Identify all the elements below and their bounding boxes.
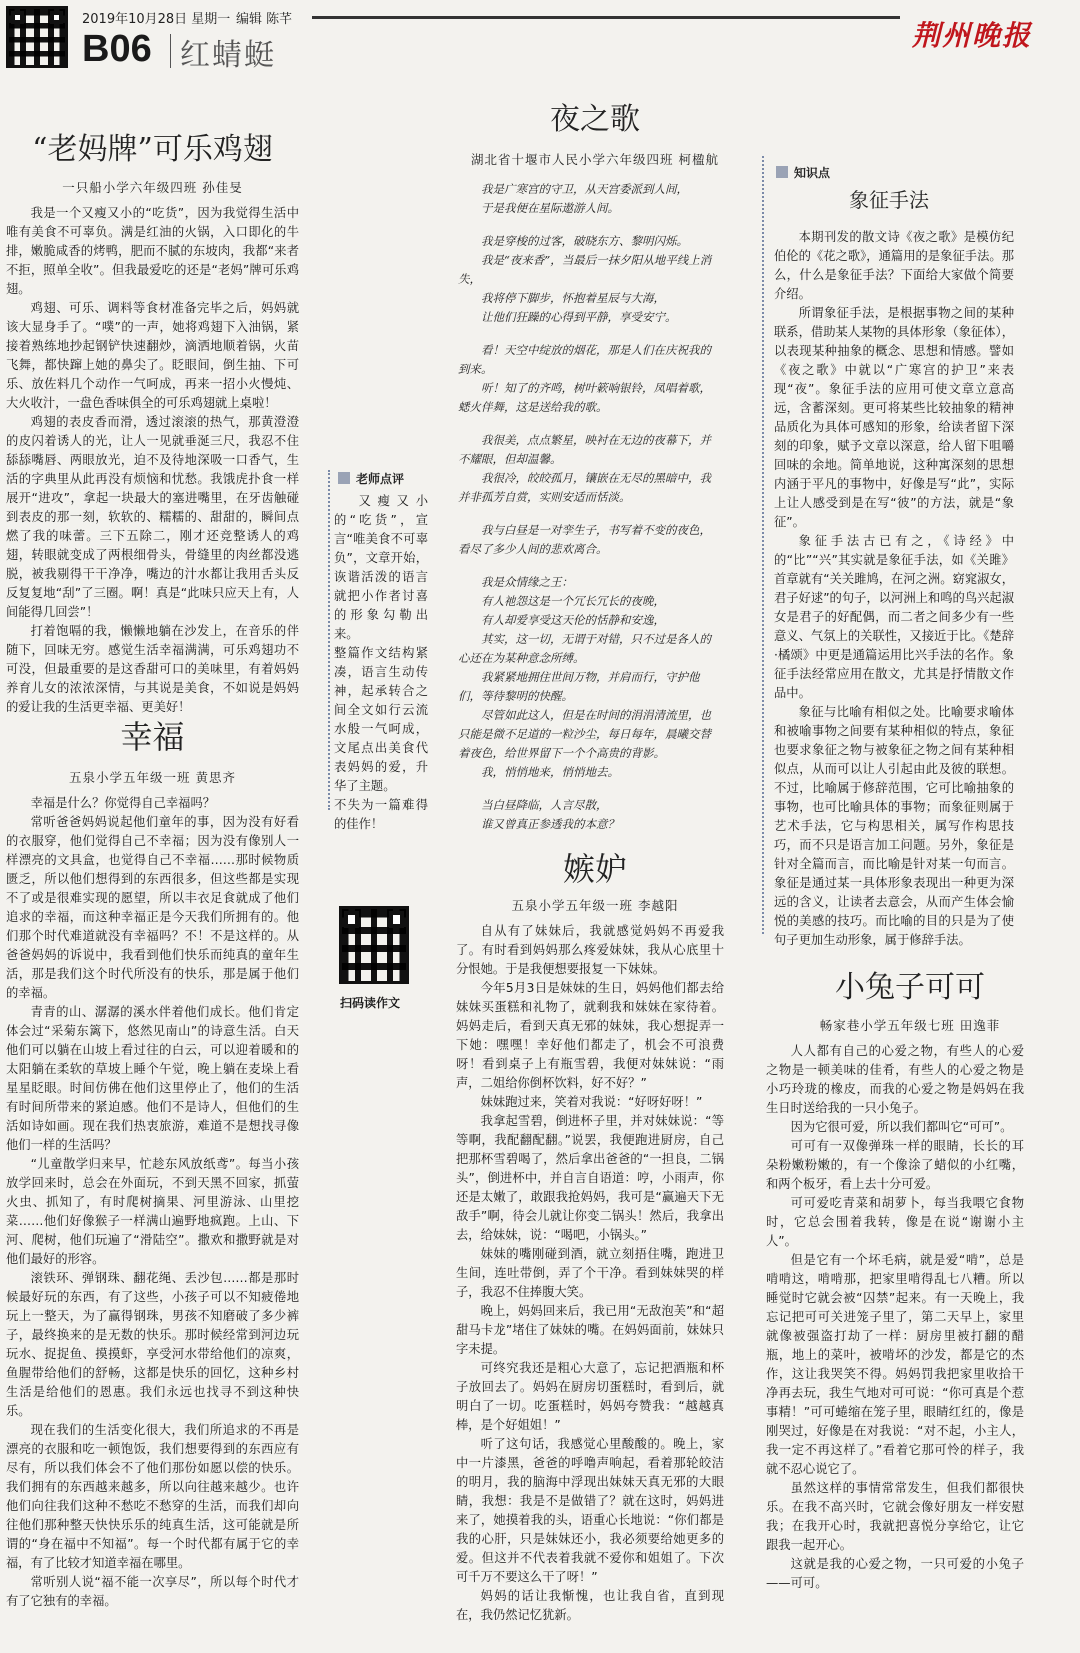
poem-title: 夜之歌 xyxy=(550,102,640,137)
poem-stanza xyxy=(458,796,720,834)
square-bullet-icon xyxy=(338,472,350,484)
poem-line: 于是我便在星际遨游人间。 xyxy=(481,201,619,215)
paragraph: 本期刊发的散文诗《夜之歌》是模仿纪伯伦的《花之歌》，通篇用的是象征手法。那么，什么是象征手法？下面给大家做个简要介绍。 xyxy=(774,230,1014,301)
knowledge-box xyxy=(762,156,1026,947)
paragraph: 鸡翅、可乐、调料等食材准备完毕之后，妈妈就该大显身手了。“噗”的一声，她将鸡翅下入油锅，紧接着熟练地抄起钢铲快速翻炒，滴洒地顺着锅，火苗飞舞，都快蹿上她的鼻尖了。眨眼间，倒生抽、下可乐、放佐料几个动作一气呵成，再来一招小火慢炖、大火收汁，一盘色香味俱全的可乐鸡翅就上桌啦！ xyxy=(6,301,299,410)
scan-label: 扫码读作文 xyxy=(340,996,401,1010)
poem-line: 我将停下脚步，怀抱着星辰与大海， xyxy=(481,291,665,305)
column-divider xyxy=(328,470,330,810)
paragraph: 因为它很可爱，所以我们都叫它“可可”。 xyxy=(790,1120,1013,1134)
paragraph: 晚上，妈妈回来后，我已用“无敌泡芙”和“超甜马卡龙”堵住了妹妹的嘴。在妈妈面前，妹妹只字未提。 xyxy=(456,1304,724,1356)
poem-byline: 湖北省十堰市人民小学六年级四班 柯楹航 xyxy=(471,152,719,167)
editor-name: 编辑 陈芊 xyxy=(236,12,293,27)
newspaper-logo: 荆州晚报 xyxy=(912,19,1033,52)
paragraph: 滚铁环、弹钢珠、翻花绳、丢沙包……都是那时候最好玩的东西，有了这些，小孩子可以不知疲倦地玩上一整天，为了赢得钢珠，男孩不知磨破了多少裤子，最终换来的是无数的快乐。那时候经常到河边玩玩水、捉捉鱼、摸摸虾，享受河水带给他们的凉爽，鱼腥带给他们的舒畅，这都是快乐的回忆，这种乡村生活是给他们的恩惠。我们永远也找寻不到这种快乐。 xyxy=(6,1271,299,1418)
poem-line: 尽管如此这人，但是在时间的涓涓清流里，也只能是微不足道的一粒沙尘，每日每年，晨曦交替着夜色，给世界留下一个个高贵的背影。 xyxy=(458,708,711,760)
paragraph: 妹妹的嘴刚碰到酒，就立刻捂住嘴，跑进卫生间，连吐带倒，弄了个干净。看到妹妹哭的样子，我忍不住捧腹大笑。 xyxy=(456,1247,724,1299)
knowledge-label xyxy=(776,164,830,181)
knowledge-title: 象征手法 xyxy=(849,188,929,212)
article1-byline: 一只船小学六年级四班 孙佳旻 xyxy=(62,180,243,195)
poem-line: 我，悄悄地来，悄悄地去。 xyxy=(481,765,619,779)
teacher-comment-text: 又瘦又小的“吃货”，宣言“唯美食不可辜负”，文章开始，诙谐活泼的语言就把小作者讨喜的形象勾勒出来。 整篇作文结构紧凑，语言生动传神，起承转合之间全文如行云流水般一气呵成，文尾点出美食代表妈妈的爱，升华了主题。 不失为一篇难得的佳作！ xyxy=(334,494,428,831)
article3-title: 嫉妒 xyxy=(562,850,627,888)
poem-line: 我紧紧地拥住世间万物，并肩而行，守护他们，等待黎明的快醒。 xyxy=(458,670,700,703)
article4-title: 小兔子可可 xyxy=(835,970,985,1005)
poem-line: 当白昼降临，人言尽散， xyxy=(481,798,608,812)
header-rule xyxy=(312,16,900,19)
paragraph: 象征手法古已有之，《诗经》中的“比”“兴”其实就是象征手法，如《关雎》首章就有“关关雎鸠，在河之洲。窈窕淑女，君子好逑”的句子，以河洲上和鸣的鸟兴起淑女是君子的好配偶，而二者之间多少有一些意义、气氛上的关联性，又接近于比。《楚辞·橘颂》中更是通篇运用比兴手法的名作。象征手法经常应用在散文，尤其是抒情散文作品中。 xyxy=(774,534,1015,700)
paragraph: 听了这句话，我感觉心里酸酸的。晚上，家中一片漆黑，爸爸的呼噜声响起，看着那轮皎洁的明月，我的脑海中浮现出妹妹天真无邪的大眼睛，我想：我是不是做错了？就在这时，妈妈进来了，她摸着我的头，语重心长地说：“你们都是我的心肝，只是妹妹还小，我必须要给她更多的爱。但这并不代表着我就不爱你和姐姐了。下次可千万不要这么干了呀！” xyxy=(456,1437,724,1584)
issue-date: 2019年10月28日 星期一 xyxy=(82,12,231,27)
paragraph: 青青的山、潺潺的溪水伴着他们成长。他们肯定体会过“采菊东篱下，悠然见南山”的诗意生活。白天他们可以躺在山坡上看过往的白云，可以迎着暖和的太阳躺在柔软的草坡上睡个午觉，晚上躺在麦垛上看星星眨眼。时间仿佛在他们这里停止了，他们的生活有时间所带来的紧迫感。他们不是诗人，但他们的生活如诗如画。现在我们热衷旅游，难道不是想找寻像他们一样的生活吗？ xyxy=(6,1005,299,1152)
paragraph: 幸福是什么？你觉得自己幸福吗？ xyxy=(30,796,216,810)
article1-title: “老妈牌”可乐鸡翅 xyxy=(32,132,273,167)
poem-body xyxy=(458,180,720,848)
header-qr-code[interactable] xyxy=(6,6,68,68)
article2-title: 幸福 xyxy=(120,718,185,756)
paragraph: 妈妈的话让我惭愧，也让我自省，直到现在，我仍然记忆犹新。 xyxy=(456,1589,724,1622)
article3-body xyxy=(456,922,724,1625)
paragraph: 常听别人说“福不能一次享尽”，所以每个时代才有了它独有的幸福。 xyxy=(6,1575,299,1608)
header-divider xyxy=(170,34,171,68)
poem-line: 我是穿梭的过客，破晓东方、黎明闪烁。 xyxy=(481,234,688,248)
paragraph: 我是一个又瘦又小的“吃货”，因为我觉得生活中唯有美食不可辜负。满是红油的火锅，入口即化的牛排，嫩脆咸香的烤鸭，肥而不腻的东坡肉，我都“来者不拒，照单全收”。但我最爱吃的还是“老妈”牌可乐鸡翅。 xyxy=(6,206,299,296)
paragraph: 鸡翅的表皮香而滑，透过滚滚的热气，那黄澄澄的皮闪着诱人的光，让人一见就垂涎三尺，我忍不住舔舔嘴唇、两眼放光，迫不及待地深吸一口香气，生活的字典里从此再没有烦恼和忧愁。我饿虎扑食一样展开“进攻”，拿起一块最大的塞进嘴里，在牙齿触碰到表皮的那一刻，软软的、糯糯的、甜甜的，瞬间点燃了我的味蕾。三下五除二，刚才还竞整诱人的鸡翅，转眼就变成了两根细骨头，骨缝里的肉丝都没逃脱，被我剔得干干净净，嘴边的汁水都让我用舌头反反复复地“刮”了三圈。啊！真是“此味只应天上有，人间能得几回尝”！ xyxy=(6,415,299,619)
paragraph: “儿童散学归来早，忙趁东风放纸鸢”。每当小孩放学回来时，总会在外面玩，不到天黑不回家，抓萤火虫、抓知了，有时爬树摘果、河里游泳、山里挖菜……他们好像猴子一样满山遍野地疯跑。上山、下河、爬树，他们玩遍了“滑陆空”。撒欢和撒野就是对他们最好的形容。 xyxy=(6,1157,299,1266)
paragraph: 可可有一双像弹珠一样的眼睛，长长的耳朵粉嫩粉嫩的，有一个像涂了蜡似的小红嘴，和两个板牙，看上去十分可爱。 xyxy=(766,1139,1024,1191)
paragraph: 现在我们的生活变化很大，我们所追求的不再是漂亮的衣服和吃一顿饱饭，我们想要得到的东西应有尽有，所以我们体会不了他们那份如愿以偿的快乐。我们拥有的东西越来越多，所以向往越来越少。也许他们向往我们这种不愁吃不愁穿的生活，而我们却向往他们那种整天快快乐乐的纯真生活，这可能就是所谓的“身在福中不知福”。每一个时代都有属于它的幸福，有了比较才知道幸福在哪里。 xyxy=(6,1423,299,1570)
knowledge-label-text: 知识点 xyxy=(794,166,831,180)
scan-qr-code[interactable] xyxy=(339,906,409,984)
page-number: B06 xyxy=(82,28,152,70)
paragraph: 所谓象征手法，是根据事物之间的某种联系，借助某人某物的具体形象（象征体），以表现某种抽象的概念、思想和情感。譬如《夜之歌》中就以“广寒宫的护卫”来表现“夜”。象征手法的应用可使文章立意高远，含蓄深刻。更可将某些比较抽象的精神品质化为具体可感知的形象，给读者留下深刻的印象，赋予文章以深意，给人留下咀嚼回味的余地。简单地说，这种寓深刻的思想内涵于平凡的事物中，好像是写“此”，实际上让人感受到是在写“彼”的方法，就是“象征”。 xyxy=(774,306,1014,529)
paragraph: 但是它有一个坏毛病，就是爱“啃”，总是啃啃这，啃啃那，把家里啃得乱七八糟。所以睡觉时它就会被“囚禁”起来。有一天晚上，我忘记把可可关进笼子里了，第二天早上，家里就像被强盗打劫了一样：厨房里被打翻的醋瓶，地上的菜叶，被啃坏的沙发，都是它的杰作，这让我哭笑不得。妈妈罚我把家里收拾干净再去玩，我生气地对可可说：“你可真是个惹事精！”可可蜷缩在笼子里，眼睛红红的，像是刚哭过，好像是在对我说：“对不起，小主人，我一定不再这样了。”看着它那可怜的样子，我就不忍心说它了。 xyxy=(766,1253,1024,1476)
article2-body xyxy=(6,794,299,1611)
article1-body xyxy=(6,204,299,717)
article2-byline: 五泉小学五年级一班 黄思齐 xyxy=(69,770,236,785)
poem-stanza xyxy=(458,180,720,218)
paragraph: 可终究我还是粗心大意了，忘记把酒瓶和杯子放回去了。妈妈在厨房切蛋糕时，看到后，就明白了一切。吃蛋糕时，妈妈夸赞我：“越越真棒，是个好姐姐！” xyxy=(456,1361,724,1432)
poem-stanza xyxy=(458,431,720,507)
poem-line: 我很美，点点繁星，映衬在无边的夜幕下，并不耀眼，但却温馨。 xyxy=(458,433,711,466)
paragraph: 象征与比喻有相似之处。比喻要求喻体和被喻事物之间要有某种相似的特点，象征也要求象征之物与被象征之物之间有某种相似点，从而可以让人引起由此及彼的联想。不过，比喻属于修辞范围，它可比喻抽象的事物，也可比喻具体的事物；而象征则属于艺术手法，它与构思相关，属写作构思技巧，而不只是语言加工问题。另外，象征是针对全篇而言，而比喻是针对某一句而言。象征是通过某一具体形象表现出一种更为深远的含义，让读者去意会，从而产生体会愉悦的美感的技巧。而比喻的目的只是为了使句子更加生动形象，属于修辞手法。 xyxy=(774,705,1014,947)
poem-line: 我是“夜来香”，当最后一抹夕阳从地平线上消失， xyxy=(458,253,712,286)
poem-line: 谁又曾真正参透我的本意？ xyxy=(481,817,619,831)
teacher-comment-label-text: 老师点评 xyxy=(356,472,405,486)
paragraph: 这就是我的心爱之物，一只可爱的小兔子——可可。 xyxy=(766,1557,1024,1590)
teacher-comment-label xyxy=(338,470,404,487)
paragraph: 常听爸爸妈妈说起他们童年的事，因为没有好看的衣服穿，他们觉得自己不幸福；因为没有像别人一样漂亮的文具盒，也觉得自己不幸福……那时候物质匮乏，所以他们想得到的东西很多，但这些都是实现不了或是很难实现的愿望，所以丰衣足食就成了他们追求的幸福，而这种幸福正是今天我们所拥有的。他们那个时代难道就没有幸福吗？不！不是这样的。从爸爸妈妈的诉说中，我看到他们快乐而纯真的童年生活，那是我们这个时代所没有的快乐，那是属于他们的幸福。 xyxy=(6,815,299,1000)
poem-line: 我很冷，皎皎孤月，镶嵌在无尽的黑暗中，我并非孤芳自赏，实则安适而恬淡。 xyxy=(458,471,711,504)
poem-stanza xyxy=(458,573,720,782)
paragraph: 妹妹跑过来，笑着对我说：“好呀好呀！” xyxy=(480,1095,703,1109)
article4-body xyxy=(766,1042,1024,1593)
poem-line: 我是众情缘之王： xyxy=(481,575,573,589)
paragraph: 自从有了妹妹后，我就感觉妈妈不再爱我了。有时看到妈妈那么疼爱妹妹，我从心底里十分恨她。于是我便想要报复一下妹妹。 xyxy=(456,924,724,976)
poem-line: 有人祂怨这是一个冗长冗长的夜晚， xyxy=(481,594,665,608)
article4-byline: 畅家巷小学五年级七班 田逸菲 xyxy=(819,1018,1001,1033)
paragraph: 可可爱吃青菜和胡萝卜，每当我喂它食物时，它总会围着我转，像是在说“谢谢小主人”。 xyxy=(766,1196,1024,1248)
poem-line: 看！天空中绽放的烟花，那是人们在庆祝我的到来。 xyxy=(458,343,711,376)
poem-line: 听！知了的齐鸣，树叶簌响银铃，凤唱着歌，蟋火伴舞，这是送给我的歌。 xyxy=(458,381,711,414)
square-bullet-icon xyxy=(776,166,788,178)
paragraph: 虽然这样的事情常常发生，但我们都很快乐。在我不高兴时，它就会像好朋友一样安慰我；在我开心时，我就把喜悦分享给它，让它跟我一起开心。 xyxy=(766,1481,1024,1552)
paragraph: 今年5月3日是妹妹的生日，妈妈他们都去给妹妹买蛋糕和礼物了，就剩我和妹妹在家待着。妈妈走后，看到天真无邪的妹妹，我心想捉弄一下她：嘿嘿！幸好他们都走了，机会不可浪费呀！看到桌子上有瓶雪碧，我便对妹妹说：“雨声，二姐给你倒杯饮料，好不好？” xyxy=(456,981,724,1090)
article3-byline: 五泉小学五年级一班 李越阳 xyxy=(511,898,679,913)
poem-line: 我是广寒宫的守卫，从天宫委派到人间， xyxy=(481,182,688,196)
paragraph: 我拿起雪碧，倒进杯子里，并对妹妹说：“等等啊，我配翻配翻。”说罢，我便跑进厨房，自己把那杯雪碧喝了，然后拿出爸爸的“一担良，二锅头”，倒进杯中，并自言自语道：哼，小雨声，你还是太嫩了，敢跟我抢妈妈，我可是“赢遍天下无敌手”啊，待会儿就让你变二锅头！然后，我拿出去，给妹妹，说：“喝吧，小锅头。” xyxy=(456,1114,724,1242)
poem-stanza xyxy=(458,341,720,417)
paragraph: 人人都有自己的心爱之物，有些人的心爱之物是一顿美味的佳肴，有些人的心爱之物是小巧玲珑的橡皮，而我的心爱之物是妈妈在我生日时送给我的一只小兔子。 xyxy=(766,1044,1024,1115)
poem-line: 有人却爱享受这天伦的恬静和安逸， xyxy=(481,613,665,627)
poem-stanza xyxy=(458,521,720,559)
poem-line: 我与白昼是一对孪生子，书写着不变的夜色，看尽了多少人间的悲欢离合。 xyxy=(458,523,711,556)
paragraph: 打着饱嗝的我，懒懒地躺在沙发上，在音乐的伴随下，回味无穷。感觉生活幸福满满，可乐鸡翅功不可没，但最重要的是这香甜可口的美味里，有着妈妈养育儿女的浓浓深情，与其说是美食，不如说是妈妈的爱让我的生活更幸福、更美好！ xyxy=(6,624,299,714)
knowledge-body xyxy=(774,228,1014,950)
poem-line: 让他们狂躁的心得到平静，享受安宁。 xyxy=(481,310,677,324)
poem-stanza xyxy=(458,232,720,327)
poem-line: 其实，这一切，无谓于对错，只不过是各人的心还在为某种意念所缚。 xyxy=(458,632,711,665)
section-name: 红蜻蜓 xyxy=(180,38,276,73)
